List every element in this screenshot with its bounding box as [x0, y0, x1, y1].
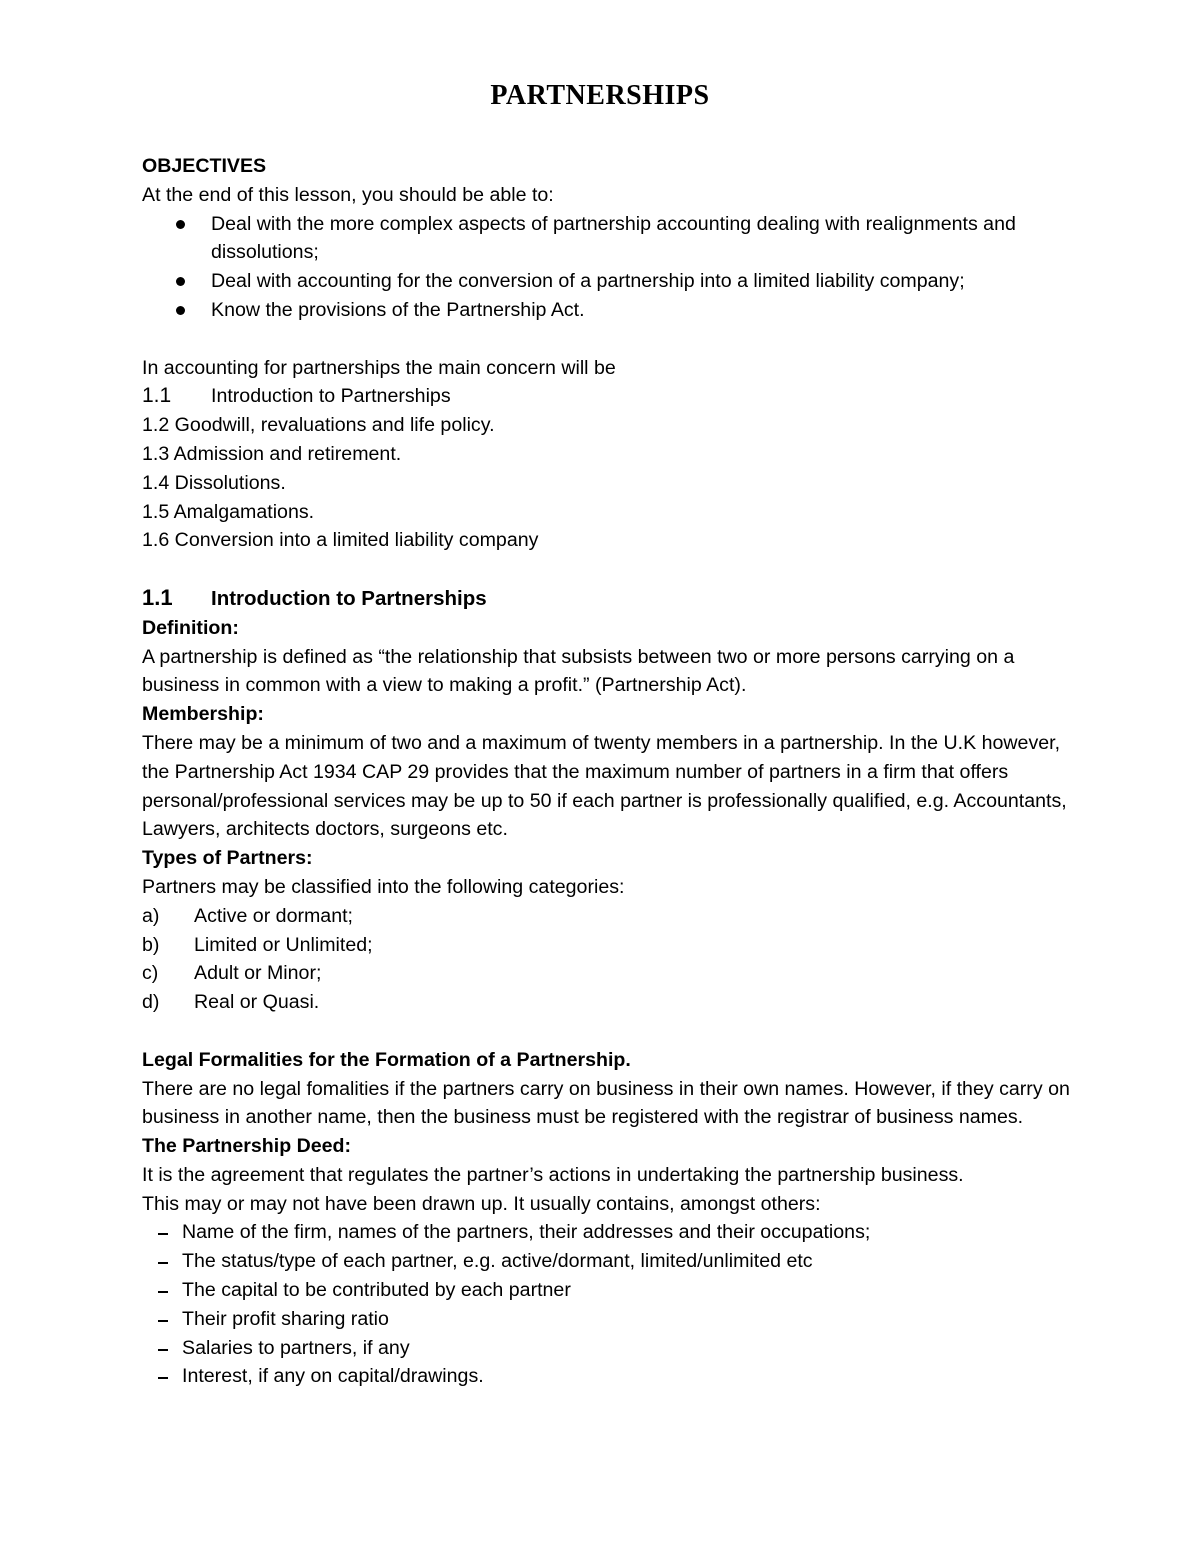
- section-title: Introduction to Partnerships: [211, 586, 487, 610]
- concern-intro: In accounting for partnerships the main concern will be: [142, 356, 616, 379]
- deed-item: Interest, if any on capital/drawings.: [142, 1362, 1082, 1391]
- objectives-intro: At the end of this lesson, you should be able to:: [142, 183, 554, 206]
- objective-item: Deal with accounting for the conversion of a partnership into a limited liability company;: [142, 267, 1082, 296]
- types-heading: Types of Partners:: [142, 847, 313, 870]
- objective-item: Know the provisions of the Partnership Act.: [142, 296, 1082, 325]
- objective-item: Deal with the more complex aspects of partnership accounting dealing with realignments and dissolutions;: [142, 210, 1082, 268]
- concern-item: 1.3 Admission and retirement.: [142, 442, 402, 465]
- concern-item: 1.4 Dissolutions.: [142, 471, 286, 494]
- deed-item: Name of the firm, names of the partners, their addresses and their occupations;: [142, 1218, 1082, 1247]
- list-item: [142, 931, 1082, 960]
- list-text: Active or dormant;: [194, 904, 353, 927]
- list-marker: b): [142, 933, 160, 956]
- list-marker: c): [142, 962, 159, 985]
- list-item: [142, 988, 1082, 1017]
- page-title: PARTNERSHIPS: [490, 80, 710, 111]
- concern-first-label: Introduction to Partnerships: [211, 385, 451, 408]
- deed-item: The capital to be contributed by each partner: [142, 1276, 1082, 1305]
- deed-text-1: It is the agreement that regulates the partner’s actions in undertaking the partnership business.: [142, 1163, 964, 1186]
- concern-first-number: 1.1: [142, 384, 172, 408]
- objectives-list: [142, 210, 1082, 325]
- list-text: Adult or Minor;: [194, 962, 322, 985]
- objectives-heading: OBJECTIVES: [142, 155, 267, 177]
- concern-item: 1.6 Conversion into a limited liability company: [142, 529, 539, 552]
- types-intro: Partners may be classified into the following categories:: [142, 875, 625, 898]
- deed-item: Salaries to partners, if any: [142, 1334, 1082, 1363]
- deed-text-2: This may or may not have been drawn up. It usually contains, amongst others:: [142, 1192, 821, 1215]
- definition-heading: Definition:: [142, 616, 239, 639]
- membership-text: There may be a minimum of two and a maximum of twenty members in a partnership. In the U.K however, the Partnership Act 1934 CAP 29 provides that the maximum number of partners in a firm that offers personal/professional services may be up to 50 if each partner is professionally qualified, e.g. Accountants, Lawyers, architects doctors, surgeons etc.: [142, 731, 1067, 841]
- deed-item: Their profit sharing ratio: [142, 1305, 1082, 1334]
- types-list: [142, 902, 1082, 1017]
- section-heading: [142, 584, 1082, 614]
- deed-item: The status/type of each partner, e.g. active/dormant, limited/unlimited etc: [142, 1247, 1082, 1276]
- list-marker: d): [142, 991, 160, 1014]
- list-item: [142, 902, 1082, 931]
- concern-item: 1.2 Goodwill, revaluations and life policy.: [142, 414, 495, 437]
- legal-heading: Legal Formalities for the Formation of a Partnership.: [142, 1048, 631, 1071]
- list-text: Limited or Unlimited;: [194, 933, 373, 956]
- legal-text: There are no legal fomalities if the partners carry on business in their own names. However, if they carry on business in another name, then the business must be registered with the registrar of business names.: [142, 1077, 1070, 1129]
- membership-heading: Membership:: [142, 703, 264, 726]
- section-number: 1.1: [142, 584, 173, 610]
- concern-item: 1.5 Amalgamations.: [142, 500, 315, 523]
- list-text: Real or Quasi.: [194, 991, 320, 1014]
- concern-item-first: [142, 382, 1082, 411]
- document-body: [142, 152, 1082, 1391]
- list-marker: a): [142, 904, 160, 927]
- deed-heading: The Partnership Deed:: [142, 1135, 352, 1158]
- deed-list: [142, 1218, 1082, 1391]
- list-item: [142, 959, 1082, 988]
- definition-text: A partnership is defined as “the relationship that subsists between two or more persons carrying on a business in common with a view to making a profit.” (Partnership Act).: [142, 645, 1015, 697]
